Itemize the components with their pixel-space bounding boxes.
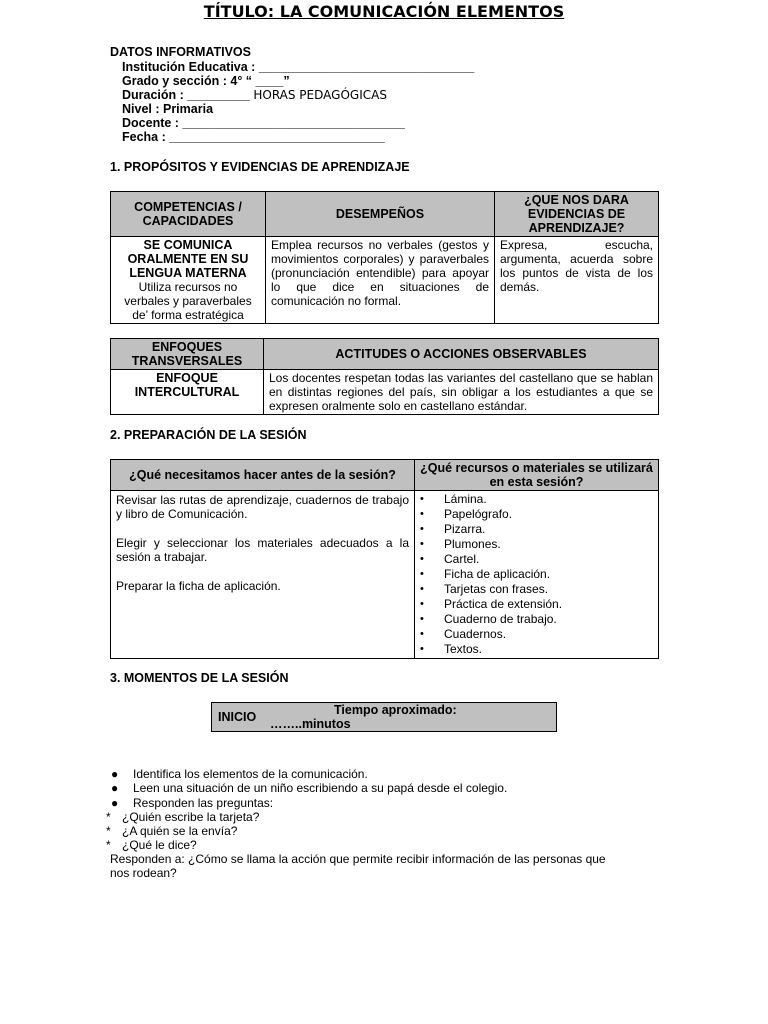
institucion-line: Institución Educativa : _______________________________ (122, 60, 475, 74)
list-item: • Práctica de extensión. (416, 597, 653, 612)
duracion-horas: HORAS PEDAGÓGICAS (253, 88, 387, 102)
asterisk-icon: * (106, 824, 111, 838)
nivel-line: Nivel : Primaria (122, 102, 214, 116)
list-item: • Tarjetas con frases. (416, 582, 653, 597)
evidencia-cell: Expresa, escucha, argumenta, acuerda sobre los puntos de vista de los demás. (495, 237, 659, 324)
asterisk-icon: * (106, 838, 111, 852)
recursos-list (416, 492, 653, 657)
inicio-label: INICIO (218, 710, 257, 724)
bullet-icon: ● (111, 781, 119, 795)
header-desempenos: DESEMPEÑOS (266, 192, 495, 237)
preparacion-table (110, 459, 659, 659)
antes-item: Revisar las rutas de aprendizaje, cuadernos de trabajo y libro de Comunicación. (116, 493, 409, 521)
inicio-bullet: Identifica los elementos de la comunicación. (133, 767, 368, 781)
list-item: • Cuadernos. (416, 627, 653, 642)
propositos-table (110, 191, 659, 324)
antes-item: Elegir y seleccionar los materiales adecuados a la sesión a trabajar. (116, 536, 409, 564)
duracion-label: Duración : _________ (122, 88, 250, 102)
section3-heading: 3. MOMENTOS DE LA SESIÓN (110, 671, 289, 685)
competencia-cell (111, 237, 266, 324)
header-competencias: COMPETENCIAS / CAPACIDADES (111, 192, 266, 237)
antes-cell (111, 491, 415, 659)
antes-item: Preparar la ficha de aplicación. (116, 579, 281, 593)
duracion-line (122, 88, 387, 102)
list-item: • Papelógrafo. (416, 507, 653, 522)
header-antes: ¿Qué necesitamos hacer antes de la sesión? (111, 460, 415, 491)
list-item: • Ficha de aplicación. (416, 567, 653, 582)
inicio-box (211, 702, 557, 732)
responden-line-2: nos rodean? (110, 866, 177, 880)
list-item: • Plumones. (416, 537, 653, 552)
minutos-label: ……..minutos (270, 717, 351, 731)
list-item: • Cartel. (416, 552, 653, 567)
section2-heading: 2. PREPARACIÓN DE LA SESIÓN (110, 428, 307, 442)
pregunta-item: ¿Quién escribe la tarjeta? (122, 810, 260, 824)
section1-heading: 1. PROPÓSITOS Y EVIDENCIAS DE APRENDIZAJE (110, 160, 410, 174)
bullet-icon: ● (111, 796, 119, 810)
actitud-cell: Los docentes respetan todas las variantes del castellano que se hablan en distintas regiones del país, sin obligar a los estudiantes a que se expresen oralmente solo en castellano estándar. (264, 370, 659, 415)
pregunta-item: ¿A quién se la envía? (122, 824, 238, 838)
header-enfoques: ENFOQUES TRANSVERSALES (111, 339, 264, 370)
pregunta-item: ¿Qué le dice? (122, 838, 197, 852)
responden-line-1: Responden a: ¿Cómo se llama la acción que permite recibir información de las personas que (110, 852, 606, 866)
inicio-bullet: Responden las preguntas: (133, 796, 274, 810)
asterisk-icon: * (106, 810, 111, 824)
tiempo-label: Tiempo aproximado: (334, 703, 457, 717)
docente-line: Docente : ________________________________ (122, 116, 405, 130)
inicio-bullet: Leen una situación de un niño escribiendo a su papá desde el colegio. (133, 781, 508, 795)
datos-heading: DATOS INFORMATIVOS (110, 45, 251, 59)
page-title: TÍTULO: LA COMUNICACIÓN ELEMENTOS (203, 2, 565, 21)
list-item: • Lámina. (416, 492, 653, 507)
competencia-text: Utiliza recursos no verbales y paraverbales de’ forma estratégica (124, 280, 252, 322)
header-recursos: ¿Qué recursos o materiales se utilizará en esta sesión? (415, 460, 659, 491)
enfoques-table (110, 338, 659, 415)
grado-line: Grado y sección : 4° “ ____” (122, 74, 290, 88)
enfoque-cell: ENFOQUE INTERCULTURAL (111, 370, 264, 415)
header-actitudes: ACTITUDES O ACCIONES OBSERVABLES (264, 339, 659, 370)
header-evidencias: ¿QUE NOS DARA EVIDENCIAS DE APRENDIZAJE? (495, 192, 659, 237)
list-item: • Pizarra. (416, 522, 653, 537)
desempeno-cell: Emplea recursos no verbales (gestos y movimientos corporales) y paraverbales (pronunciación entendible) para apoyar lo que dice en situaciones de comunicación no formal. (266, 237, 495, 324)
bullet-icon: ● (111, 767, 119, 781)
list-item: • Textos. (416, 642, 653, 657)
competencia-title: SE COMUNICA ORALMENTE EN SU LENGUA MATERNA (127, 238, 249, 280)
recursos-cell (415, 491, 659, 659)
list-item: • Cuaderno de trabajo. (416, 612, 653, 627)
fecha-line: Fecha : _______________________________ (122, 130, 385, 144)
